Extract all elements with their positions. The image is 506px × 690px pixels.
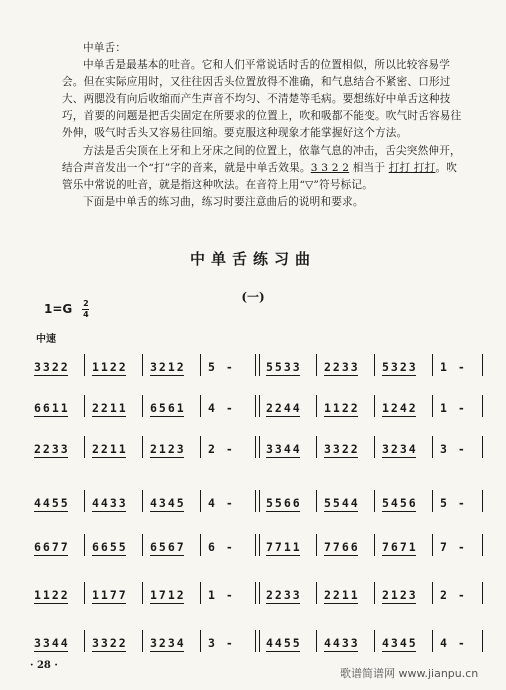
measure-notes: 6677 xyxy=(34,540,70,554)
barline xyxy=(84,534,85,556)
measure-notes: 3 - xyxy=(440,442,467,456)
measure xyxy=(92,356,146,378)
barline xyxy=(432,436,433,458)
measure xyxy=(324,356,378,378)
measure-notes: 4 - xyxy=(440,636,467,650)
example-notes: 3 3 2 2 xyxy=(310,161,350,174)
measure-notes: 4433 xyxy=(92,496,128,510)
measure-notes: 2211 xyxy=(92,442,128,456)
barline xyxy=(142,354,143,376)
measure-notes: 5533 xyxy=(266,360,302,374)
barline xyxy=(142,582,143,604)
measure-notes: 3 - xyxy=(208,636,235,650)
measure-notes: 2211 xyxy=(92,401,128,415)
measure xyxy=(382,438,436,460)
measure-notes: 1177 xyxy=(92,588,128,602)
measure-notes: 1122 xyxy=(324,401,360,415)
measure xyxy=(266,356,320,378)
key-signature xyxy=(44,300,89,319)
measure xyxy=(150,356,204,378)
measure-notes: 7 - xyxy=(440,540,467,554)
barline xyxy=(482,534,483,556)
score-row xyxy=(30,397,486,419)
measure xyxy=(208,438,262,460)
barline xyxy=(84,630,85,652)
time-signature xyxy=(82,300,89,319)
measure-notes: 3234 xyxy=(382,442,418,456)
measure xyxy=(208,356,262,378)
measure-notes: 6 - xyxy=(208,540,235,554)
measure-notes: 5 - xyxy=(208,360,235,374)
measure-notes: 4 - xyxy=(208,496,235,510)
barline xyxy=(200,490,201,512)
barline xyxy=(142,630,143,652)
measure-notes: 7766 xyxy=(324,540,360,554)
double-barline xyxy=(255,436,260,458)
barline xyxy=(316,630,317,652)
measure xyxy=(382,397,436,419)
measure xyxy=(150,536,204,558)
measure xyxy=(34,536,88,558)
score-row xyxy=(30,584,486,606)
measure xyxy=(324,397,378,419)
barline xyxy=(374,630,375,652)
measure xyxy=(150,632,204,654)
measure-notes: 2233 xyxy=(324,360,360,374)
barline xyxy=(432,354,433,376)
measure-notes: 3212 xyxy=(150,360,186,374)
measure-notes: 3322 xyxy=(34,360,70,374)
measure xyxy=(34,438,88,460)
measure xyxy=(324,438,378,460)
measure xyxy=(266,492,320,514)
barline xyxy=(200,534,201,556)
measure xyxy=(382,632,436,654)
measure-notes: 5566 xyxy=(266,496,302,510)
measure-notes: 1122 xyxy=(34,588,70,602)
measure xyxy=(440,438,494,460)
measure xyxy=(382,356,436,378)
barline xyxy=(142,436,143,458)
barline xyxy=(374,395,375,417)
example-syllables: 打打 打打 xyxy=(388,161,436,174)
measure-notes: 4345 xyxy=(382,636,418,650)
barline xyxy=(142,395,143,417)
measure xyxy=(324,536,378,558)
barline xyxy=(374,436,375,458)
measure-notes: 6567 xyxy=(150,540,186,554)
score-row xyxy=(30,536,486,558)
key-label: 1=G xyxy=(44,302,73,316)
measure xyxy=(266,536,320,558)
paragraph-2-part-1: 方法是舌尖顶在上牙和上牙床之间的位置上，依靠气息的冲击，舌尖突然伸开，结合声音发出一个“打”字的音来，就是中单舌效果。 xyxy=(62,144,461,174)
barline xyxy=(374,534,375,556)
measure-notes: 3322 xyxy=(92,636,128,650)
exercise-title: 中单舌练习曲 xyxy=(189,250,316,268)
watermark: 歌谱简谱网 www.jianpu.cn xyxy=(340,667,479,680)
barline xyxy=(482,395,483,417)
barline xyxy=(432,395,433,417)
measure xyxy=(150,438,204,460)
page-number: · 28 · xyxy=(30,660,58,671)
measure xyxy=(440,584,494,606)
measure-notes: 1712 xyxy=(150,588,186,602)
measure xyxy=(92,536,146,558)
double-barline xyxy=(255,534,260,556)
measure xyxy=(382,584,436,606)
measure xyxy=(34,492,88,514)
barline xyxy=(374,490,375,512)
measure xyxy=(150,584,204,606)
measure-notes: 6561 xyxy=(150,401,186,415)
barline xyxy=(316,436,317,458)
measure xyxy=(34,356,88,378)
measure-notes: 1 - xyxy=(440,401,467,415)
measure xyxy=(440,492,494,514)
measure xyxy=(208,536,262,558)
measure xyxy=(208,492,262,514)
measure xyxy=(324,492,378,514)
measure-notes: 2123 xyxy=(150,442,186,456)
barline xyxy=(142,534,143,556)
double-barline xyxy=(255,630,260,652)
measure-notes: 3322 xyxy=(324,442,360,456)
time-signature-top: 2 xyxy=(83,299,89,308)
paragraph-1: 中单舌是最基本的吐音。它和人们平常说话时舌的位置相似，所以比较容易学会。但在实际应用时，又往往因舌头位置放得不准确，和气息结合不紧密、口形过大、两腮没有向后收缩而产生声音不均匀、不清楚等毛病。要想练好中单舌这种技巧，首要的问题是把舌尖固定在所要求的位置上，吹和吸都不能变。吹气时舌容易往外伸，吸气时舌头又容易往回缩。要克服这种现象才能掌握好这个方法。 xyxy=(62,59,462,140)
barline xyxy=(316,582,317,604)
barline xyxy=(374,354,375,376)
barline xyxy=(84,354,85,376)
measure xyxy=(440,536,494,558)
measure xyxy=(92,632,146,654)
measure-notes: 1 - xyxy=(440,360,467,374)
barline xyxy=(432,582,433,604)
measure xyxy=(440,632,494,654)
barline xyxy=(316,354,317,376)
barline xyxy=(142,490,143,512)
instruction-text xyxy=(62,40,462,211)
measure-notes: 2244 xyxy=(266,401,302,415)
barline xyxy=(84,395,85,417)
measure xyxy=(150,492,204,514)
paragraph-2-part-3: 。吹管乐中常说的吐音，就是指这种吹法。在音符上用“▽”符号标记。 xyxy=(62,161,458,191)
barline xyxy=(84,436,85,458)
measure xyxy=(266,397,320,419)
measure xyxy=(266,632,320,654)
exercise-subtitle: (一) xyxy=(241,290,265,304)
measure-notes: 5323 xyxy=(382,360,418,374)
barline xyxy=(200,395,201,417)
measure xyxy=(150,397,204,419)
measure xyxy=(92,584,146,606)
barline xyxy=(316,534,317,556)
barline xyxy=(482,630,483,652)
measure-notes: 1 - xyxy=(208,588,235,602)
paragraph-3: 下面是中单舌的练习曲，练习时要注意曲后的说明和要求。 xyxy=(83,195,364,208)
barline xyxy=(482,354,483,376)
measure-notes: 4 - xyxy=(208,401,235,415)
barline xyxy=(432,534,433,556)
measure xyxy=(440,356,494,378)
barline xyxy=(432,630,433,652)
barline xyxy=(84,490,85,512)
measure xyxy=(92,397,146,419)
measure-notes: 2233 xyxy=(34,442,70,456)
measure xyxy=(92,438,146,460)
score-row xyxy=(30,438,486,460)
measure-notes: 3234 xyxy=(150,636,186,650)
barline xyxy=(200,436,201,458)
barline xyxy=(374,582,375,604)
barline xyxy=(316,395,317,417)
measure xyxy=(34,632,88,654)
measure-notes: 2 - xyxy=(440,588,467,602)
measure xyxy=(440,397,494,419)
barline xyxy=(482,436,483,458)
measure-notes: 2 - xyxy=(208,442,235,456)
time-signature-bottom: 4 xyxy=(83,310,89,319)
measure xyxy=(266,584,320,606)
barline xyxy=(482,582,483,604)
measure-notes: 2233 xyxy=(266,588,302,602)
measure-notes: 1242 xyxy=(382,401,418,415)
paragraph-2-part-2: 相当于 xyxy=(349,161,389,174)
measure-notes: 7671 xyxy=(382,540,418,554)
measure xyxy=(34,584,88,606)
score-row xyxy=(30,632,486,654)
measure xyxy=(208,632,262,654)
double-barline xyxy=(255,354,260,376)
double-barline xyxy=(255,582,260,604)
measure xyxy=(266,438,320,460)
measure-notes: 6655 xyxy=(92,540,128,554)
measure-notes: 4433 xyxy=(324,636,360,650)
tempo-marking: 中速 xyxy=(36,334,56,345)
measure xyxy=(92,492,146,514)
measure xyxy=(208,397,262,419)
barline xyxy=(200,582,201,604)
measure-notes: 5 - xyxy=(440,496,467,510)
score-row xyxy=(30,492,486,514)
measure-notes: 5544 xyxy=(324,496,360,510)
barline xyxy=(316,490,317,512)
barline xyxy=(200,354,201,376)
measure-notes: 1122 xyxy=(92,360,128,374)
measure xyxy=(34,397,88,419)
measure-notes: 3344 xyxy=(34,636,70,650)
measure-notes: 4345 xyxy=(150,496,186,510)
measure-notes: 5456 xyxy=(382,496,418,510)
barline xyxy=(84,582,85,604)
measure-notes: 6611 xyxy=(34,401,70,415)
score-row xyxy=(30,356,486,378)
barline xyxy=(200,630,201,652)
double-barline xyxy=(255,490,260,512)
measure xyxy=(208,584,262,606)
measure xyxy=(324,632,378,654)
measure-notes: 3344 xyxy=(266,442,302,456)
section-heading: 中单舌： xyxy=(83,42,127,54)
measure-notes: 4455 xyxy=(34,496,70,510)
measure-notes: 2211 xyxy=(324,588,360,602)
measure-notes: 4455 xyxy=(266,636,302,650)
barline xyxy=(432,490,433,512)
double-barline xyxy=(255,395,260,417)
measure xyxy=(382,536,436,558)
barline xyxy=(482,490,483,512)
measure xyxy=(382,492,436,514)
measure xyxy=(324,584,378,606)
measure-notes: 2123 xyxy=(382,588,418,602)
paragraph-2 xyxy=(62,143,462,194)
measure-notes: 7711 xyxy=(266,540,302,554)
